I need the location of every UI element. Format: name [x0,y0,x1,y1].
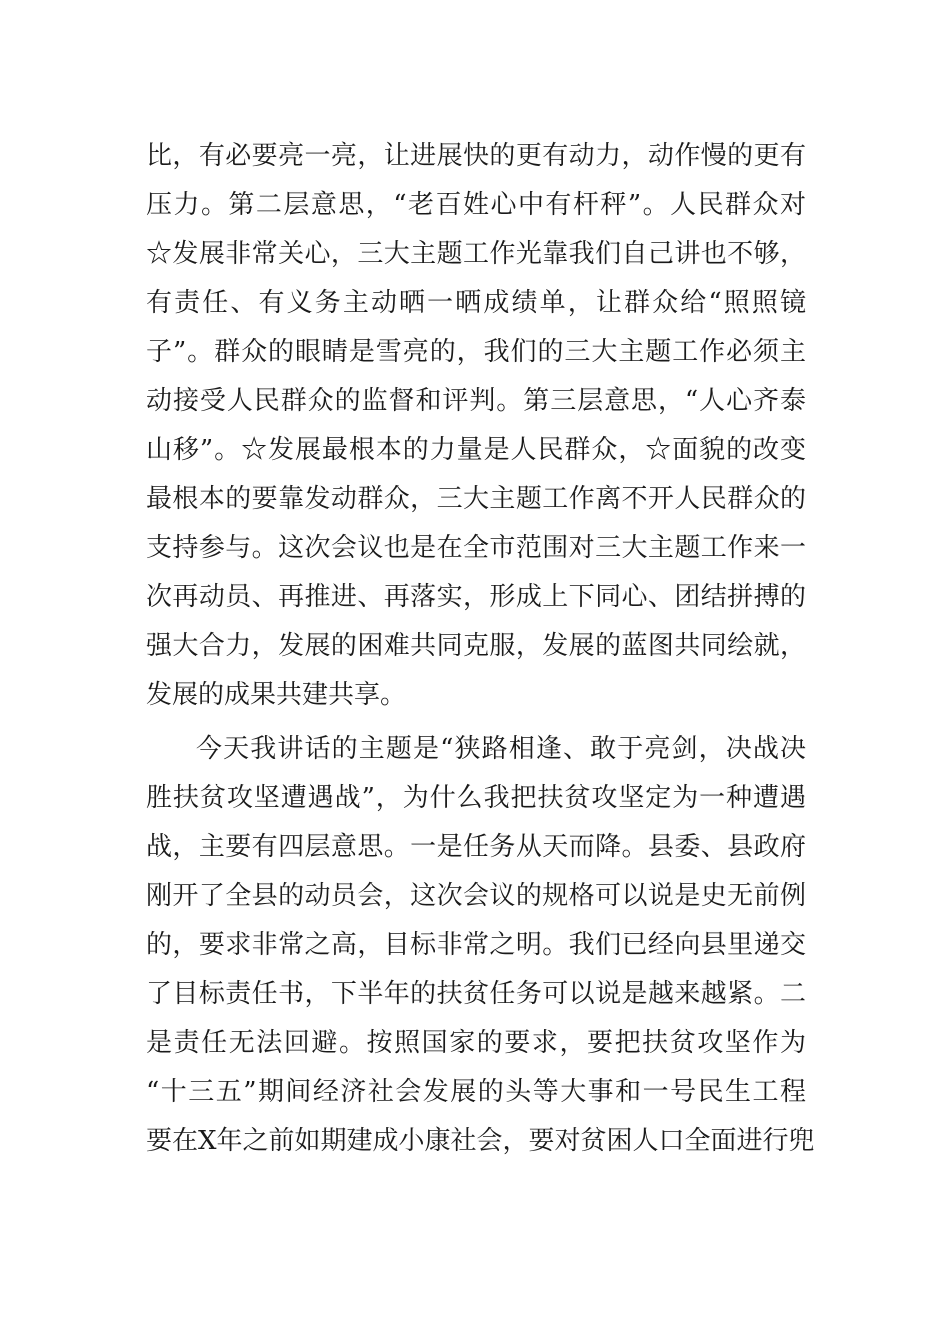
text-line: 子”。群众的眼睛是雪亮的，我们的三大主题工作必须主 [146,337,806,367]
text-line: 要在X年之前如期建成小康社会，要对贫困人口全面进行兜 [146,1126,815,1156]
text-line: 今天我讲话的主题是“狭路相逢、敢于亮剑，决战决 [196,734,806,764]
text-line: ☆发展非常关心，三大主题工作光靠我们自己讲也不够， [146,239,806,269]
text-line: 有责任、有义务主动晒一晒成绩单，让群众给“照照镜 [146,288,806,318]
paragraph-1 [146,132,806,720]
text-line: 强大合力，发展的困难共同克服，发展的蓝图共同绘就， [146,631,806,661]
text-line: 是责任无法回避。按照国家的要求，要把扶贫攻坚作为 [146,1028,806,1058]
text-line: 了目标责任书，下半年的扶贫任务可以说是越来越紧。二 [146,979,806,1009]
text-line: 支持参与。这次会议也是在全市范围对三大主题工作来一 [146,533,806,563]
text-line: 战，主要有四层意思。一是任务从天而降。县委、县政府 [146,832,806,862]
text-line: 胜扶贫攻坚遭遇战”，为什么我把扶贫攻坚定为一种遭遇 [146,783,806,813]
text-line: 压力。第二层意思，“老百姓心中有杆秤”。人民群众对 [146,190,806,220]
text-line: 发展的成果共建共享。 [146,680,407,710]
text-line: 次再动员、再推进、再落实，形成上下同心、团结拼搏的 [146,582,806,612]
text-line: 的，要求非常之高，目标非常之明。我们已经向县里递交 [146,930,806,960]
text-line: 比，有必要亮一亮，让进展快的更有动力，动作慢的更有 [146,141,806,171]
text-line: 动接受人民群众的监督和评判。第三层意思，“人心齐泰 [146,386,806,416]
text-line: 最根本的要靠发动群众，三大主题工作离不开人民群众的 [146,484,806,514]
text-line: “十三五”期间经济社会发展的头等大事和一号民生工程 [146,1077,806,1107]
paragraph-2 [146,725,815,1166]
text-line: 山移”。☆发展最根本的力量是人民群众，☆面貌的改变 [146,435,806,465]
text-line: 刚开了全县的动员会，这次会议的规格可以说是史无前例 [146,881,806,911]
